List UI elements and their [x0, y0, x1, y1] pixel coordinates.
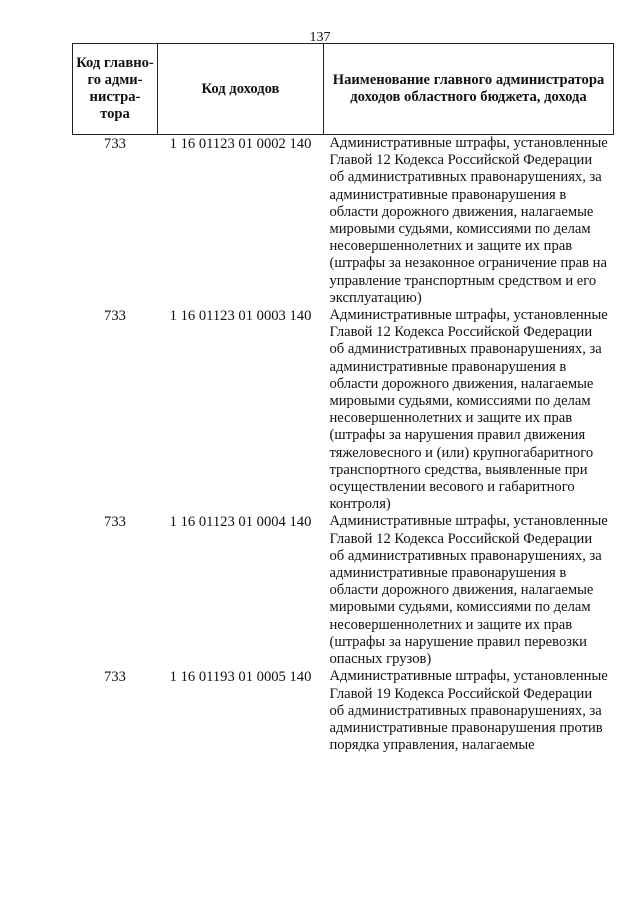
- row-admin-code: 733: [104, 136, 126, 152]
- income-codes-table: [72, 43, 614, 754]
- row-admin-code: 733: [104, 308, 126, 325]
- header-income-code: Код доходов: [158, 44, 324, 135]
- row-name: Административные штрафы, установленные Главой 12 Кодекса Российской Федерации об административных правонарушениях, за административные правонарушения в области дорожного движения, налагаемые мировыми судьями, комиссиями по делам несовершеннолетних и защите их прав (штрафы за незаконное ограничение прав на управление транспортным средством и его эксплуатацию): [329, 135, 608, 306]
- row-name: Административные штрафы, установленные Главой 12 Кодекса Российской Федерации об административных правонарушениях, за административные правонарушения в области дорожного движения, налагаемые мировыми судьями, комиссиями по делам несовершеннолетних и защите их прав (штрафы за нарушения правил движения тяжеловесного и (или) крупногабаритного транспортного средства, выявленные при осуществлении весового и габаритного контроля): [329, 307, 608, 513]
- table-row: [73, 135, 614, 308]
- row-income-code: 1 16 01123 01 0004 140: [169, 514, 312, 531]
- table-row: [73, 307, 614, 513]
- header-name: Наименование главного администратора доходов областного бюджета, дохода: [324, 44, 614, 135]
- row-name: Административные штрафы, установленные Главой 12 Кодекса Российской Федерации об административных правонарушениях, за административные правонарушения в области дорожного движения, налагаемые мировыми судьями, комиссиями по делам несовершеннолетних и защите их прав (штрафы за нарушение правил перевозки опасных грузов): [329, 513, 608, 668]
- table-row: [73, 668, 614, 754]
- table-header-row: [73, 44, 614, 135]
- page-number: 137: [309, 30, 331, 45]
- row-income-code: 1 16 01123 01 0002 140: [169, 136, 312, 152]
- row-income-code: 1 16 01193 01 0005 140: [169, 669, 312, 686]
- row-admin-code: 733: [104, 514, 126, 531]
- row-income-code: 1 16 01123 01 0003 140: [169, 308, 312, 325]
- table-row: [73, 513, 614, 668]
- row-admin-code: 733: [104, 669, 126, 686]
- header-admin-code: Код главно-го адми-нистра-тора: [73, 44, 158, 135]
- row-name: Административные штрафы, установленные Главой 19 Кодекса Российской Федерации об административных правонарушениях, за административные правонарушения против порядка управления, налагаемые: [329, 668, 608, 754]
